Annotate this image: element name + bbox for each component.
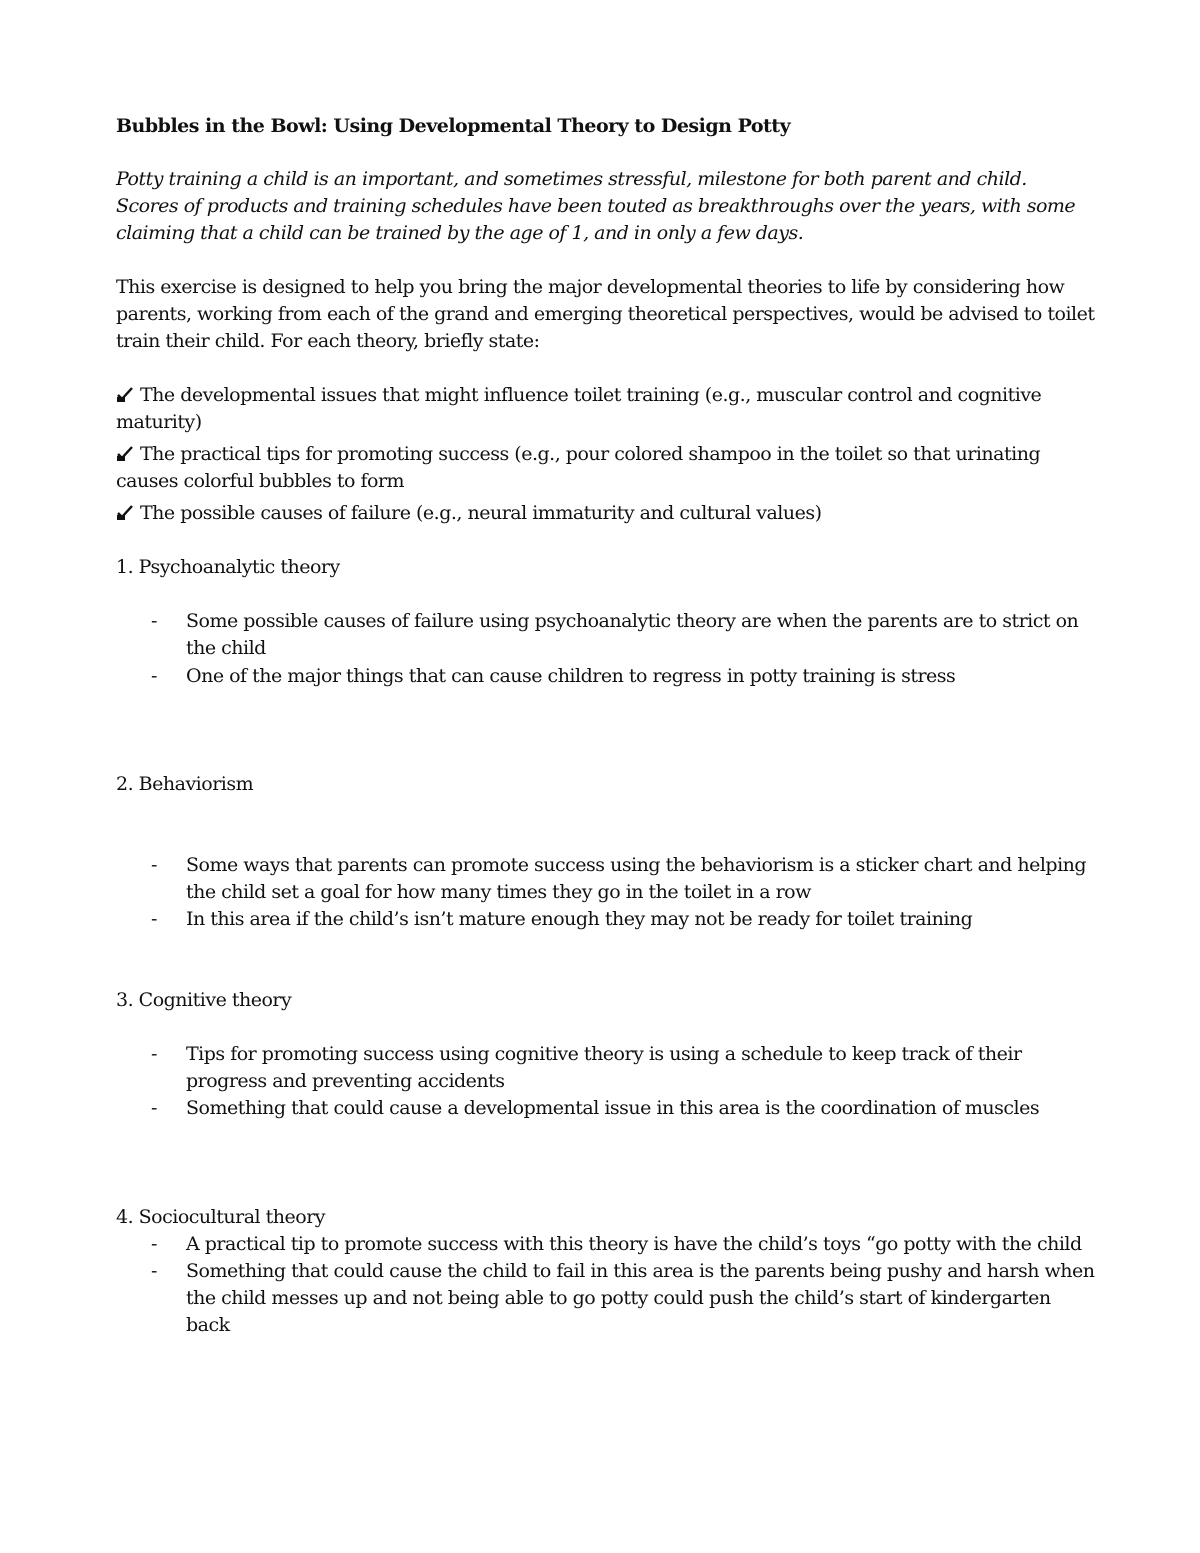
checkmark-icon <box>116 444 134 462</box>
check-item <box>116 382 1041 408</box>
bullet-text: the child <box>186 637 266 659</box>
bullet-dash: - <box>151 1097 158 1119</box>
section-heading: 2. Behaviorism <box>116 773 254 795</box>
bullet-dash: - <box>151 1260 158 1282</box>
check-item-text: The developmental issues that might influence toilet training (e.g., muscular control and cognitive <box>140 384 1042 406</box>
bullet-dash: - <box>151 1043 158 1065</box>
exercise-line: train their child. For each theory, briefly state: <box>116 330 540 352</box>
check-item <box>116 500 822 526</box>
exercise-line: parents, working from each of the grand and emerging theoretical perspectives, would be advised to toilet <box>116 303 1095 325</box>
section-heading: 1. Psychoanalytic theory <box>116 556 340 578</box>
bullet-text: the child set a goal for how many times they go in the toilet in a row <box>186 881 811 903</box>
bullet-text: In this area if the child’s isn’t mature enough they may not be ready for toilet training <box>186 908 973 930</box>
bullet-dash: - <box>151 1233 158 1255</box>
intro-line: claiming that a child can be trained by the age of 1, and in only a few days. <box>116 222 804 244</box>
bullet-text: Tips for promoting success using cognitive theory is using a schedule to keep track of their <box>186 1043 1022 1065</box>
bullet-dash: - <box>151 854 158 876</box>
bullet-text: One of the major things that can cause children to regress in potty training is stress <box>186 665 956 687</box>
bullet-text: Something that could cause the child to fail in this area is the parents being pushy and harsh when <box>186 1260 1095 1282</box>
section-heading: 4. Sociocultural theory <box>116 1206 326 1228</box>
exercise-line: This exercise is designed to help you bring the major developmental theories to life by considering how <box>116 276 1065 298</box>
bullet-dash: - <box>151 610 158 632</box>
check-item-continuation: maturity) <box>116 411 202 433</box>
intro-line: Scores of products and training schedules have been touted as breakthroughs over the years, with some <box>116 195 1076 217</box>
bullet-dash: - <box>151 908 158 930</box>
check-item-continuation: causes colorful bubbles to form <box>116 470 405 492</box>
document-title: Bubbles in the Bowl: Using Developmental Theory to Design Potty <box>116 115 791 137</box>
bullet-text: the child messes up and not being able to go potty could push the child’s start of kindergarten <box>186 1287 1051 1309</box>
bullet-text: Some possible causes of failure using psychoanalytic theory are when the parents are to strict on <box>186 610 1079 632</box>
section-heading: 3. Cognitive theory <box>116 989 292 1011</box>
bullet-dash: - <box>151 665 158 687</box>
bullet-text: Something that could cause a developmental issue in this area is the coordination of muscles <box>186 1097 1040 1119</box>
bullet-text: Some ways that parents can promote success using the behaviorism is a sticker chart and helping <box>186 854 1087 876</box>
checkmark-icon <box>116 385 134 403</box>
check-item <box>116 441 1040 467</box>
intro-line: Potty training a child is an important, and sometimes stressful, milestone for both parent and child. <box>116 168 1027 190</box>
check-item-text: The possible causes of failure (e.g., neural immaturity and cultural values) <box>140 502 822 524</box>
bullet-text: back <box>186 1314 230 1336</box>
check-item-text: The practical tips for promoting success (e.g., pour colored shampoo in the toilet so that urinating <box>140 443 1041 465</box>
bullet-text: progress and preventing accidents <box>186 1070 505 1092</box>
bullet-text: A practical tip to promote success with this theory is have the child’s toys “go potty with the child <box>186 1233 1082 1255</box>
checkmark-icon <box>116 503 134 521</box>
